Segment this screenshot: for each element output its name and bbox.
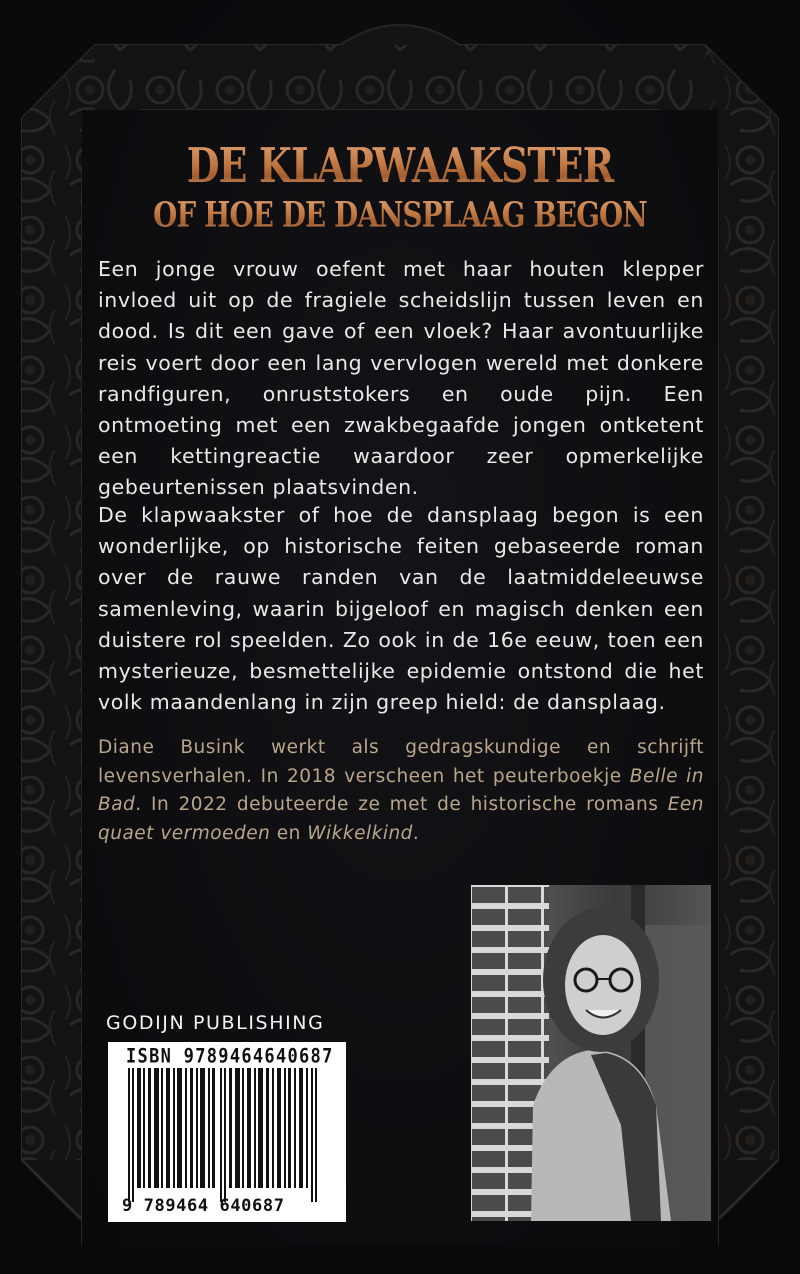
barcode-bars bbox=[128, 1068, 328, 1202]
author-bio bbox=[98, 734, 704, 849]
bio-text-4: . bbox=[412, 823, 420, 845]
bio-book-title-3: Wikkelkind bbox=[307, 823, 413, 845]
bio-text-2: . In 2022 debuteerde ze met de historische romans bbox=[135, 794, 668, 816]
bio-book-title-2: Een quaet vermoeden bbox=[98, 794, 704, 845]
book-subtitle: OF HOE DE DANSPLAAG BEGON bbox=[64, 195, 736, 235]
isbn-label: ISBN 9789464640687 bbox=[126, 1045, 334, 1068]
bio-text-1: Diane Busink werkt als gedragskundige en schrijft levensverhalen. In 2018 verscheen het peuterboekje bbox=[98, 737, 704, 787]
book-title: DE KLAPWAAKSTER bbox=[64, 140, 736, 193]
bio-text-3: en bbox=[270, 823, 308, 845]
blurb-paragraph-2: De klapwaakster of hoe de dansplaag begon is een wonderlijke, op historische feiten gebaseerde roman over de rauwe randen van de laatmiddeleeuwse samenleving, waarin bijgeloof en magisch denken een duistere rol speelden. Zo ook in de 16e eeuw, toen een mysterieuze, besmettelijke epidemie ontstond die het volk maandenlang in zijn greep hield: de dansplaag. bbox=[98, 503, 704, 715]
publisher-name: GODIJN PUBLISHING bbox=[106, 1012, 325, 1034]
bio-book-title-1: Belle in Bad bbox=[98, 765, 704, 816]
isbn-barcode bbox=[108, 1042, 346, 1222]
author-photo bbox=[471, 885, 711, 1221]
barcode-digits: 9 789464 640687 bbox=[122, 1196, 285, 1216]
blurb-paragraph-1: Een jonge vrouw oefent met haar houten klepper invloed uit op de fragiele scheidslijn tussen leven en dood. Is dit een gave of een vloek? Haar avontuurlijke reis voert door een lang vervlogen wereld met donkere randfiguren, onruststokers en oude pijn. Een ontmoeting met een zwakbegaafde jongen ontketent een kettingreactie waardoor zeer opmerkelijke gebeurtenissen plaatsvinden. bbox=[98, 257, 704, 500]
